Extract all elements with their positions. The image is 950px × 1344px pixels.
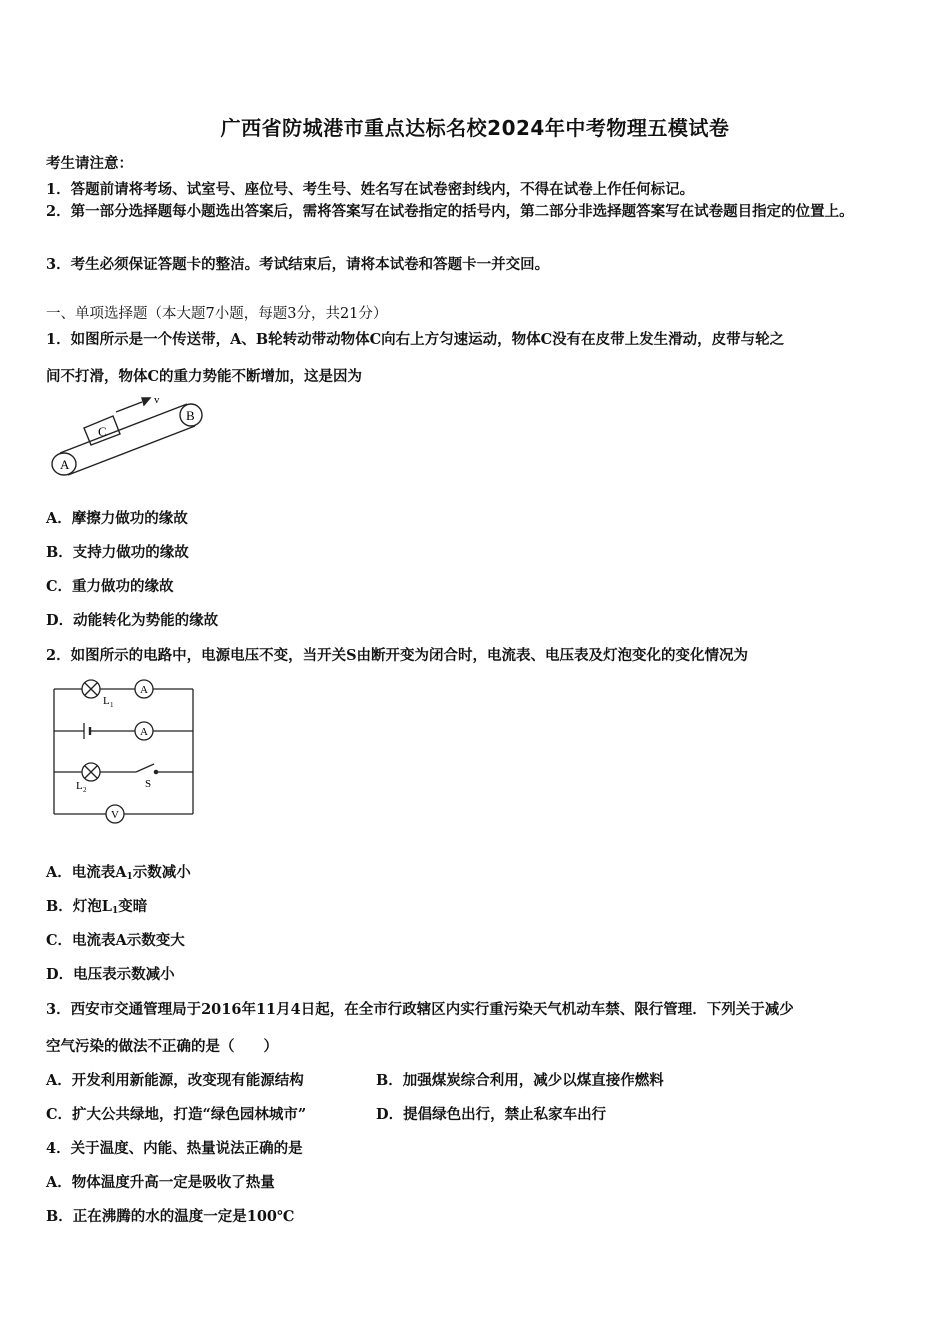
switch-label: S [145,778,152,790]
switch-s [136,764,154,772]
q3-stem-line2: 空气污染的做法不正确的是（ ） [46,1038,278,1055]
circuit-figure [46,676,206,826]
q3-option-c: C．扩大公共绿地，打造“绿色园林城市” [46,1106,307,1123]
l1-subscript: 1 [110,701,114,709]
q4-option-b: B．正在沸腾的水的温度一定是100℃ [46,1208,295,1225]
q2-option-c: C．电流表A示数变大 [46,932,185,949]
q2-option-d: D．电压表示数减小 [46,966,175,983]
velocity-arrow [116,402,142,412]
q3-option-d: D．提倡绿色出行，禁止私家车出行 [376,1106,607,1123]
conveyor-belt-figure [46,392,216,482]
q4-option-a: A．物体温度升高一定是吸收了热量 [46,1174,275,1191]
notice-item-2: 2．第一部分选择题每小题选出答案后，需将答案写在试卷指定的括号内，第二部分非选择题答案写在试卷题目指定的位置上。 [46,203,854,220]
velocity-arrowhead [142,398,150,405]
notice-item-3: 3．考生必须保证答题卡的整洁。考试结束后，请将本试卷和答题卡一并交回。 [46,256,550,273]
q3-stem-line1: 3．西安市交通管理局于2016年11月4日起，在全市行政辖区内实行重污染天气机动车禁、限行管理．下列关于减少 [46,1001,794,1018]
q3-option-a: A．开发利用新能源，改变现有能源结构 [46,1072,304,1089]
q1-stem-line2: 间不打滑，物体C的重力势能不断增加，这是因为 [46,368,363,385]
ammeter-a1-label: A [140,684,148,696]
q1-option-b: B．支持力做功的缘故 [46,544,189,561]
label-b: B [186,408,195,423]
belt-top [60,404,187,453]
label-a: A [60,457,70,472]
q2-stem: 2．如图所示的电路中，电源电压不变，当开关S由断开变为闭合时，电流表、电压表及灯泡变化的变化情况为 [46,647,749,664]
q4-stem: 4．关于温度、内能、热量说法正确的是 [46,1140,303,1157]
belt-bottom [68,426,195,475]
ammeter-a-label: A [140,726,148,738]
section-heading: 一、单项选择题（本大题7小题，每题3分，共21分） [46,306,388,322]
l2-label: L [76,780,83,792]
q3-option-b: B．加强煤炭综合利用，减少以煤直接作燃料 [376,1072,664,1089]
notice-heading: 考生请注意： [46,155,133,172]
notice-item-1: 1．答题前请将考场、试室号、座位号、考生号、姓名写在试卷密封线内，不得在试卷上作任何标记。 [46,181,695,198]
q2-option-b: B．灯泡$L_1$变暗 [46,898,148,916]
page-title: 广西省防城港市重点达标名校2024年中考物理五模试卷 [220,116,730,140]
label-c: C [98,424,107,439]
l1-label: L [103,695,110,707]
q2-option-a: A．电流表$A_1$示数减小 [46,864,191,882]
q1-stem-line1: 1．如图所示是一个传送带，A、B轮转动带动物体C向右上方匀速运动，物体C没有在皮带上发生滑动，皮带与轮之 [46,331,785,348]
q1-option-a: A．摩擦力做功的缘故 [46,510,188,527]
label-v: v [154,394,160,406]
q1-option-c: C．重力做功的缘故 [46,578,174,595]
voltmeter-label: V [111,809,119,821]
l2-subscript: 2 [83,786,87,794]
q1-option-d: D．动能转化为势能的缘故 [46,612,219,629]
